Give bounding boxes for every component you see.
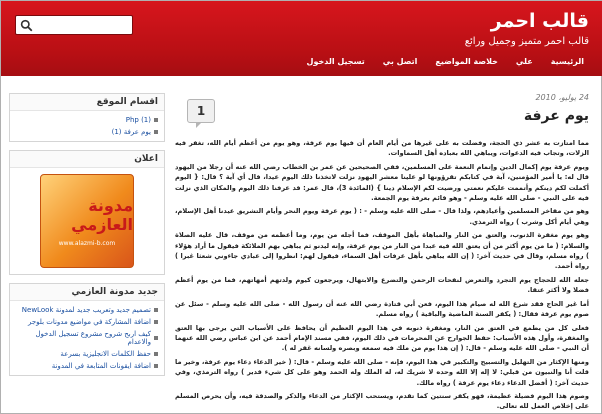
recent-posts-widget: [9, 283, 165, 376]
ad-banner[interactable]: [40, 174, 134, 268]
bullet-icon: [154, 308, 158, 312]
search-icon[interactable]: [20, 19, 33, 32]
recent-post-link[interactable]: تصميم جديد وتعريب جديد لمدونة NewLook: [16, 304, 158, 316]
recent-posts-title: جديد مدونة العازمي: [10, 284, 164, 301]
post-paragraph: جعله الله للحجاج يوم التجرد والتعرض لنفحات الرحمن والتضرع والابتهال، ويرجعون كيوم ولدتهم أمهاتهم، فما من يوم أعظم فضلا ولا أكثر عتقا.: [175, 275, 589, 295]
categories-title: اقسام الموقع: [10, 94, 164, 111]
category-link[interactable]: يوم عرفة (1): [16, 126, 158, 138]
category-link[interactable]: Php (1): [16, 114, 158, 126]
post-paragraph: ويوم عرفة يوم إكمال الدين وإتمام النعمة على المسلمين، ففي الصحيحين عن عمر بن الخطاب رضي الله عنه أن رجلا من اليهود قال له: يا أمير المؤمنين، آية في كتابكم تقرؤونها لو علينا معشر اليهود نزلت لاتخذنا ذلك اليوم عيدا، قال أي آية ؟ قال: { اليوم أكملت لكم دينكم وأتممت عليكم نعمتي ورضيت لكم الإسلام دينا } (المائدة 3)، قال عمر: قد عرفنا ذلك اليوم والمكان الذي نزلت فيه على النبي - صلى الله عليه وسلم - وهو قائم بعرفة يوم الجمعة.: [175, 162, 589, 203]
post-title[interactable]: يوم عرفة: [523, 108, 589, 124]
ads-widget: [9, 150, 165, 275]
ad-logo: مدونة العازمي: [71, 195, 133, 234]
nav-ali[interactable]: علي: [515, 57, 533, 66]
post-paragraph: وهو يوم مغفرة الذنوب، والعتق من النار والمباهاة بأهل الموقف، فما أجله من يوم، وما أعظمه من موقف، قال عليه الصلاة والسلام: ( ما من يوم أكثر من أن يعتق الله فيه عبدا من النار من يوم عرفة، وإنه ليدنو ثم يباهي بهم الملائكة فيقول ما أراد هؤلاء ) رواه مسلم، وقال في حديث آخر: ( إن الله يباهي بأهل عرفات أهل السماء، فيقول لهم: انظروا إلى عبادي جاءوني شعثا غبرا ) رواه أحمد.: [175, 231, 589, 271]
recent-post-link[interactable]: حفظ الكلمات الانجليزية بسرعة: [16, 348, 158, 360]
bullet-icon: [154, 336, 158, 340]
blog-title[interactable]: قالب احمر: [490, 10, 589, 32]
bullet-icon: [154, 118, 158, 122]
post-paragraph: ومنها الإكثار من التهليل والتسبيح والتكبير في هذا اليوم، فإنه - صلى الله عليه وسلم - قال: ( خير الدعاء دعاء يوم عرفة، وخير ما قلت أنا والنبيون من قبلي: لا إله إلا الله وحده لا شريك له، له الملك وله الحمد وهو على كل شيء قدير ) رواه الترمذي، وفي حديث آخر: ( أفضل الدعاء دعاء يوم عرفة ) رواه مالك.: [175, 357, 589, 387]
nav-contact[interactable]: اتصل بي: [382, 57, 418, 66]
blog-description: قالب احمر متميز وجميل ورائع: [464, 36, 589, 47]
post-paragraph: وصوم هذا اليوم فضيلة عظيمة، فهو يكفر سنتين كما تقدم، ويستحب الإكثار من الدعاء والذكر والصدقة فيه، وأن يحرص المسلم على إخلاص العمل لله تعالى.: [175, 391, 589, 411]
post-paragraph: أما غير الحاج فقد شرع الله له صيام هذا اليوم، فعن أبي قتادة رضي الله عنه أن رسول الله - صلى الله عليه وسلم - سئل عن صوم يوم عرفة فقال: ( يكفر السنة الماضية والباقية ) رواه مسلم.: [175, 299, 589, 319]
bullet-icon: [154, 130, 158, 134]
ads-title: اعلان: [10, 151, 164, 168]
search-input[interactable]: [15, 15, 133, 35]
categories-widget: [9, 93, 165, 142]
post-paragraph: فعلى كل من يطمع في العتق من النار، ومغفرة ذنوبه في هذا اليوم العظيم أن يحافظ على الأسباب التي يرجى بها العتق والمغفرة، وأول هذه الأسباب: حفظ الجوارح عن المحرمات في ذلك اليوم، ففي مسند الإمام أحمد عن ابن عباس رضي الله عنهما أن النبي - صلى الله عليه وسلم - قال: ( إن هذا يوم من ملك فيه سمعه وبصره ولسانه غفر له ).: [175, 323, 589, 353]
post-body: [175, 138, 589, 412]
recent-post-link[interactable]: اضافة ايقونات المتابعة في المدونة: [16, 360, 158, 372]
nav-home[interactable]: الرئيسية: [550, 57, 584, 66]
nav-login[interactable]: تسجيل الدخول: [306, 57, 365, 66]
nav-feed[interactable]: خلاصة المواضيع: [435, 57, 498, 66]
sidebar: [9, 93, 165, 384]
bullet-icon: [154, 364, 158, 368]
recent-post-link[interactable]: كيف اربح شروح مشروع تسجيل الدخول والاعدام: [16, 328, 158, 348]
post: [175, 93, 589, 414]
main-nav: [298, 53, 593, 70]
recent-post-link[interactable]: اضافة المشاركة في مواضيع مدونات بلوجر: [16, 316, 158, 328]
bullet-icon: [154, 320, 158, 324]
ad-url: www.alazmi-b.com: [58, 239, 116, 247]
post-date: 24 يوليو، 2010: [535, 93, 589, 102]
post-paragraph: مما امتازت به عشر ذي الحجة، وفضلت به على غيرها من أيام العام أن فيها يوم عرفة، وهو يوم من أعظم أيام الله، تغفر فيه الزلات، وتجاب فيه الدعوات، ويباهي الله بعباده أهل السماوات.: [175, 139, 589, 158]
post-paragraph: وهو من مفاخر المسلمين وأعيادهم، ولذا قال - صلى الله عليه وسلم - : ( يوم عرفة ويوم النحر وأيام التشريق عيدنا أهل الإسلام، وهي أيام أكل وشرب ) رواه الترمذي.: [175, 207, 589, 226]
bullet-icon: [154, 352, 158, 356]
site-header: [1, 1, 602, 76]
comment-count-badge[interactable]: 1: [187, 99, 215, 123]
